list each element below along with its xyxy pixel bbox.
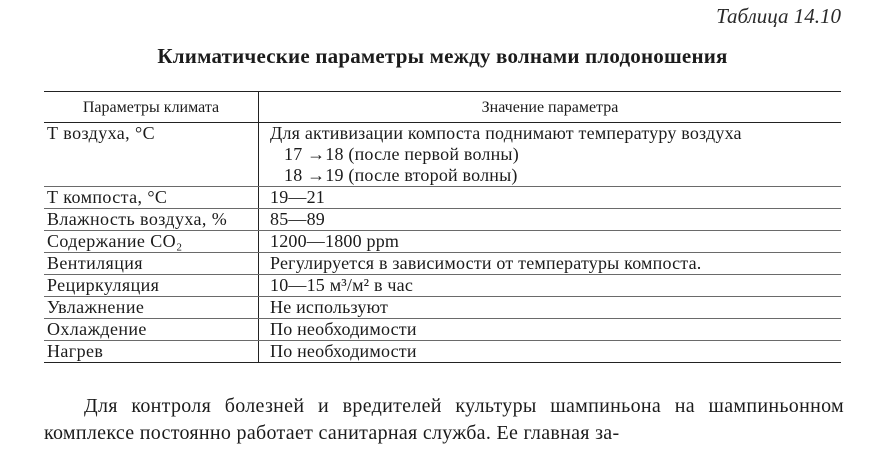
value-cell: Регулируется в зависимости от температуры компоста. [259,253,842,275]
parameter-cell: Т воздуха, °С [44,123,259,187]
table-row [44,275,841,297]
climate-parameters-table [44,91,841,363]
parameter-cell: Охлаждение [44,319,259,341]
parameter-cell: Нагрев [44,341,259,363]
value-cell: Не используют [259,297,842,319]
parameter-cell: Увлажнение [44,297,259,319]
value-cell [259,123,842,187]
value-cell: 85—89 [259,209,842,231]
table-row [44,187,841,209]
body-paragraph: Для контроля болезней и вредителей культуры шампиньона на шампиньонном комплексе постоянно работает санитарная служба. Ее главная за- [44,395,844,444]
table-row [44,123,841,187]
value-cell: 19—21 [259,187,842,209]
parameter-cell: Вентиляция [44,253,259,275]
table-row [44,297,841,319]
parameter-cell: Влажность воздуха, % [44,209,259,231]
value-text: Для активизации компоста поднимают температуру воздуха [270,123,742,143]
value-cell: 10—15 м³/м² в час [259,275,842,297]
table-row [44,231,841,253]
column-header-value: Значение параметра [259,92,842,123]
value-cell: По необходимости [259,319,842,341]
value-subline: 17 →18 (после первой волны) [284,144,519,164]
value-cell: По необходимости [259,341,842,363]
parameter-cell: Рециркуляция [44,275,259,297]
table-row [44,319,841,341]
table-row [44,253,841,275]
parameter-cell: Содержание CO₂ [44,231,259,253]
value-subline: 18 →19 (после второй волны) [284,165,518,185]
table-number-label: Таблица 14.10 [716,4,841,28]
table-row [44,209,841,231]
value-cell: 1200—1800 ppm [259,231,842,253]
table-title: Климатические параметры между волнами плодоношения [157,44,728,68]
parameter-cell: Т компоста, °С [44,187,259,209]
table-row [44,341,841,363]
table-header-row [44,92,841,123]
column-header-parameter: Параметры климата [44,92,259,123]
